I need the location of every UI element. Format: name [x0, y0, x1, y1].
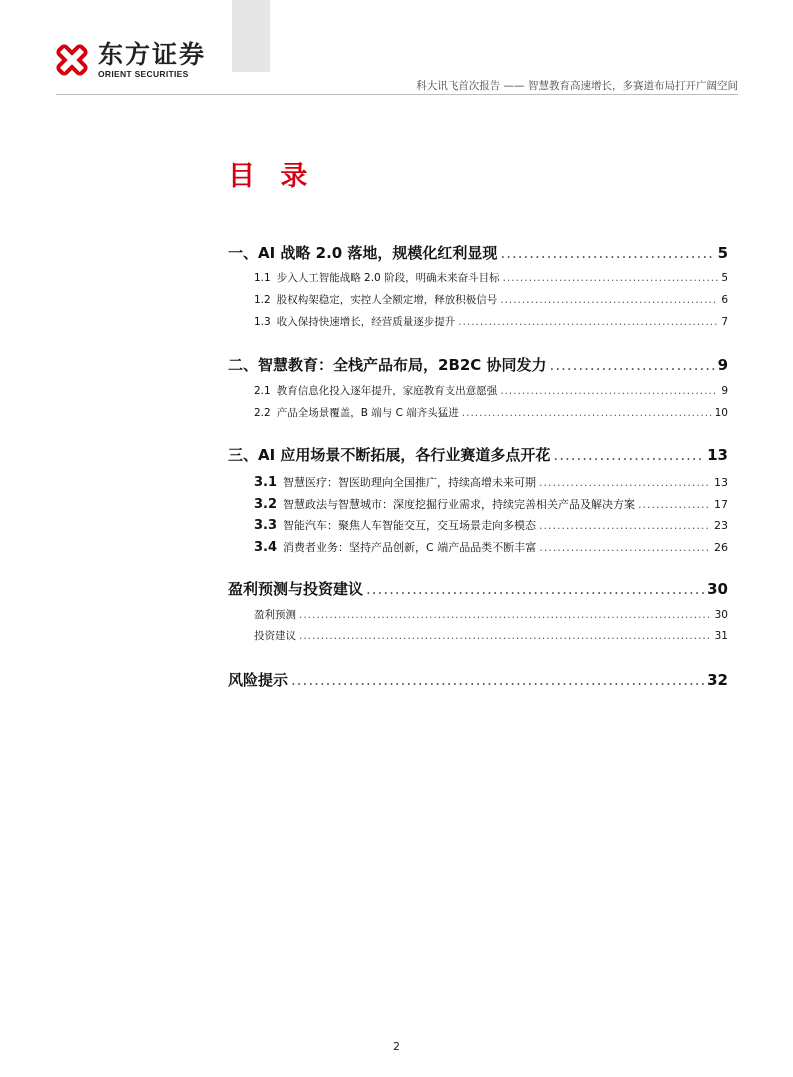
toc-dot-leader [500, 244, 714, 262]
toc-dot-leader [539, 541, 711, 554]
toc-dot-leader [553, 446, 704, 464]
toc-entry[interactable] [228, 354, 728, 375]
page-number: 2 [393, 1040, 400, 1053]
toc-entry[interactable] [228, 669, 728, 690]
toc-entry[interactable] [254, 474, 728, 490]
toc-entry-page: 17 [714, 498, 728, 511]
toc-entry-label: 智慧政法与智慧城市：深度挖掘行业需求，持续完善相关产品及解决方案 [283, 498, 636, 511]
brand-name-en: ORIENT SECURITIES [98, 68, 189, 79]
toc-entry[interactable] [254, 628, 728, 643]
brand-name-cn: 东方证券 [98, 39, 207, 69]
toc-entry-label: 教育信息化投入逐年提升，家庭教育支出意愿强 [276, 385, 498, 397]
toc-entry-label: 智慧医疗：智医助理向全国推广，持续高增未来可期 [283, 476, 537, 489]
toc-entry-page: 9 [721, 385, 728, 397]
toc-entry-page: 7 [721, 316, 728, 328]
toc-entry-page: 13 [714, 476, 728, 489]
toc-entry-page: 13 [707, 446, 728, 464]
toc-entry-label: 产品全场景覆盖，B 端与 C 端齐头猛进 [276, 407, 459, 419]
toc-entry[interactable] [254, 405, 728, 420]
header-accent-bar [232, 0, 270, 72]
toc-entry-number: 3.4 [254, 540, 278, 555]
toc-entry-label: 盈利预测与投资建议 [228, 580, 364, 598]
toc-entry-page: 9 [717, 356, 728, 374]
toc-dot-leader [638, 498, 711, 511]
toc-dot-leader [500, 294, 718, 306]
toc-dot-leader [539, 519, 711, 532]
toc-entry[interactable] [254, 270, 728, 285]
toc-entry-page: 5 [717, 244, 728, 262]
toc-entry-label: 一、AI 战略 2.0 落地，规模化红利显现 [228, 244, 498, 262]
toc-entry-number: 3.2 [254, 497, 278, 512]
toc-dot-leader [291, 671, 704, 689]
toc-dot-leader [462, 407, 712, 419]
toc-entry-number: 1.2 [254, 294, 271, 306]
toc-dot-leader [539, 476, 711, 489]
toc-entry-page: 10 [714, 407, 728, 419]
toc-entry[interactable] [254, 539, 728, 555]
toc-entry[interactable] [254, 383, 728, 398]
toc-entry-label: 收入保持快速增长，经营质量逐步提升 [276, 316, 456, 328]
toc-entry-page: 23 [714, 519, 728, 532]
toc-entry-number: 3.1 [254, 475, 278, 490]
toc-entry-label: 消费者业务：坚持产品创新，C 端产品品类不断丰富 [283, 541, 537, 554]
toc-entry-page: 30 [714, 609, 728, 621]
toc-entry-page: 30 [707, 580, 728, 598]
header-divider [56, 94, 738, 95]
toc-dot-leader [299, 609, 712, 621]
toc-dot-leader [299, 630, 712, 642]
toc-entry-label: 股权构架稳定，实控人全额定增，释放积极信号 [276, 294, 498, 306]
toc-dot-leader [550, 356, 715, 374]
orient-securities-logo-icon [52, 40, 92, 80]
toc-entry[interactable] [228, 242, 728, 263]
toc-entry-label: 二、智慧教育：全栈产品布局，2B2C 协同发力 [228, 356, 547, 374]
toc-entry-label: 盈利预测 [254, 609, 296, 621]
toc-entry[interactable] [254, 314, 728, 329]
toc-dot-leader [500, 385, 718, 397]
report-header-title: 科大讯飞首次报告 —— 智慧教育高速增长，多赛道布局打开广阔空间 [416, 80, 738, 92]
toc-entry-number: 2.2 [254, 407, 271, 419]
toc-entry[interactable] [254, 496, 728, 512]
toc-entry-number: 1.3 [254, 316, 271, 328]
toc-entry-page: 26 [714, 541, 728, 554]
toc-entry-label: 投资建议 [254, 630, 296, 642]
toc-entry-label: 智能汽车：聚焦人车智能交互，交互场景走向多模态 [283, 519, 537, 532]
toc-entry-page: 6 [721, 294, 728, 306]
toc-entry-label: 风险提示 [228, 671, 289, 689]
toc-entry[interactable] [254, 607, 728, 622]
toc-entry[interactable] [228, 444, 728, 465]
toc-entry-page: 32 [707, 671, 728, 689]
toc-title: 目 录 [228, 161, 316, 192]
toc-entry-number: 2.1 [254, 385, 271, 397]
toc-entry-page: 31 [714, 630, 728, 642]
toc-entry-label: 三、AI 应用场景不断拓展，各行业赛道多点开花 [228, 446, 551, 464]
toc-entry[interactable] [228, 578, 728, 599]
toc-entry[interactable] [254, 517, 728, 533]
toc-entry-page: 5 [721, 272, 728, 284]
toc-dot-leader [366, 580, 704, 598]
toc-entry-label: 步入人工智能战略 2.0 阶段，明确未来奋斗目标 [276, 272, 500, 284]
toc-entry-number: 3.3 [254, 518, 278, 533]
logo-text [98, 41, 206, 80]
toc-entry-number: 1.1 [254, 272, 271, 284]
toc-dot-leader [503, 272, 719, 284]
toc-entry[interactable] [254, 292, 728, 307]
company-logo [52, 40, 206, 80]
toc-dot-leader [458, 316, 718, 328]
